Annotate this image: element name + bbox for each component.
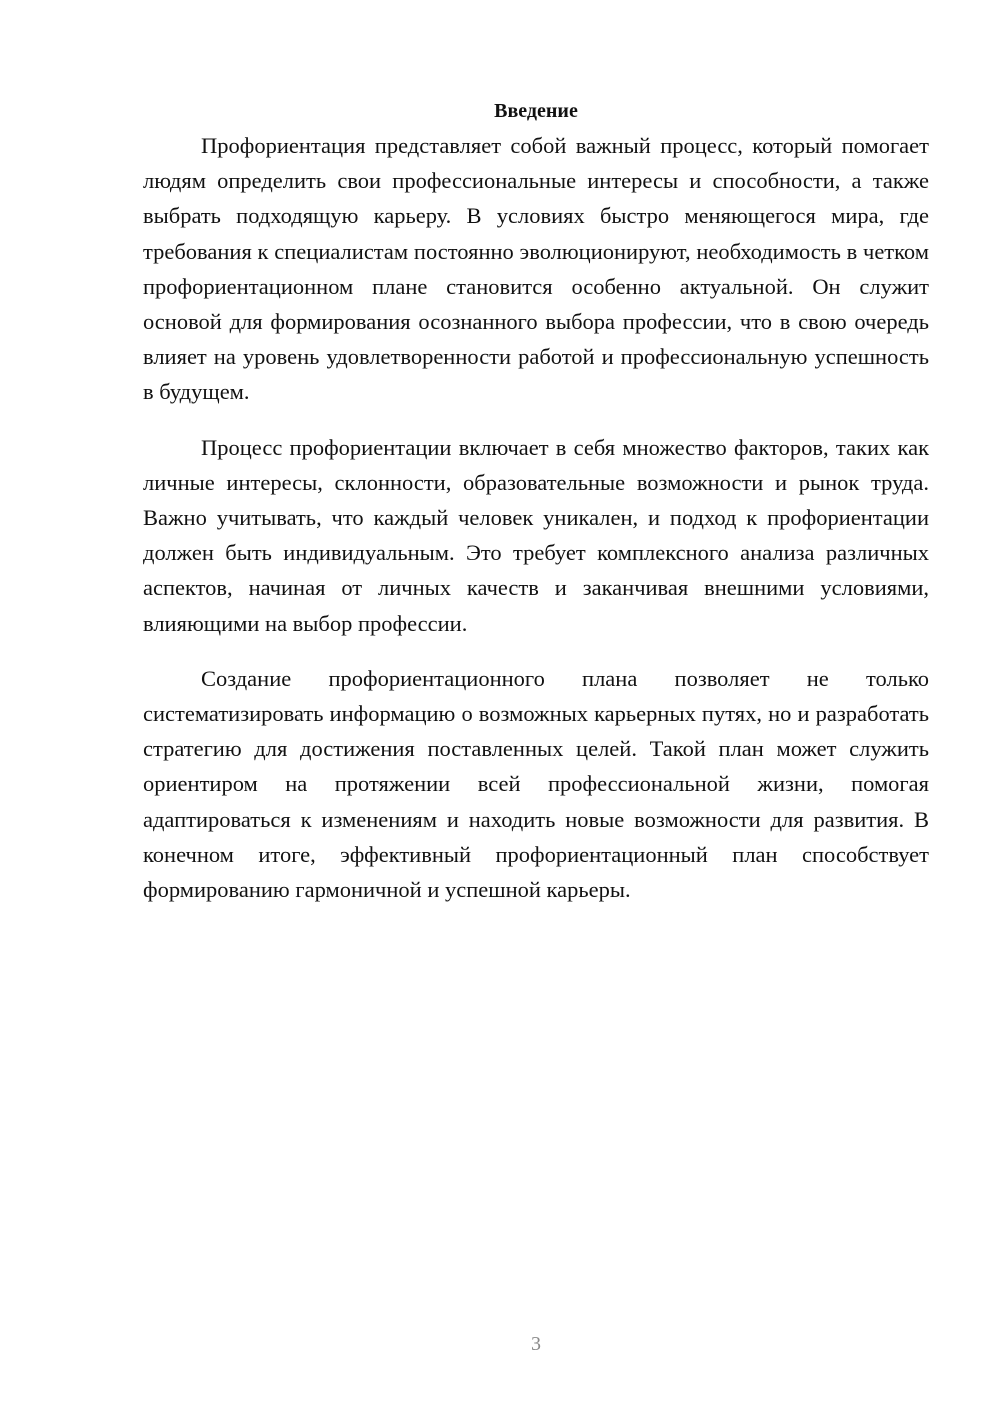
paragraph-3: Создание профориентационного плана позволяет не только систематизировать информацию о возможных карьерных путях, но и разработать стратегию для достижения поставленных целей. Такой план может служить ориентиром на протяжении всей профессиональной жизни, помогая адаптироваться к изменениям и находить новые возможности для развития. В конечном итоге, эффективный профориентационный план способствует формированию гармоничной и успешной карьеры.	[143, 665, 929, 903]
paragraph-1: Профориентация представляет собой важный процесс, который помогает людям определить свои профессиональные интересы и способности, а также выбрать подходящую карьеру. В условиях быстро меняющегося мира, где требования к специалистам постоянно эволюционируют, необходимость в четком профориентационном плане становится особенно актуальной. Он служит основой для формирования осознанного выбора профессии, что в свою очередь влияет на уровень удовлетворенности работой и профессиональную успешность в будущем.	[143, 133, 929, 405]
paragraph-2: Процесс профориентации включает в себя множество факторов, таких как личные интересы, склонности, образовательные возможности и рынок труда. Важно учитывать, что каждый человек уникален, и подход к профориентации должен быть индивидуальным. Это требует комплексного анализа различных аспектов, начиная от личных качеств и заканчивая внешними условиями, влияющими на выбор профессии.	[143, 434, 929, 636]
page-number: 3	[531, 1333, 541, 1355]
document-body	[143, 94, 929, 927]
section-title: Введение	[494, 100, 578, 122]
